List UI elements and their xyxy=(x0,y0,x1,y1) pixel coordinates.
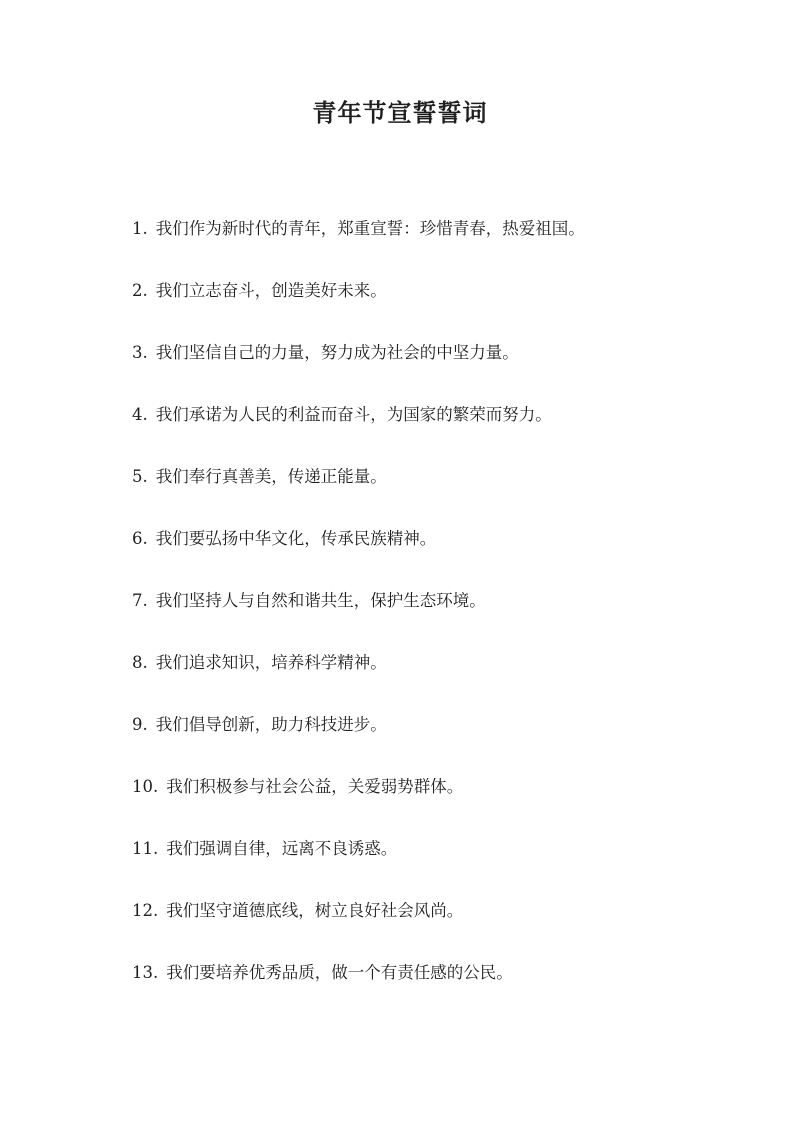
item-number: 3. xyxy=(132,343,148,362)
item-number: 4. xyxy=(132,405,148,424)
item-text: 我们积极参与社会公益，关爱弱势群体。 xyxy=(166,777,464,796)
page-title: 青年节宣誓誓词 xyxy=(312,98,488,127)
list-item xyxy=(132,459,732,521)
oath-list xyxy=(132,211,732,1017)
item-number: 11. xyxy=(132,839,159,858)
list-item xyxy=(132,955,732,1017)
item-text: 我们奉行真善美，传递正能量。 xyxy=(155,467,387,486)
item-number: 6. xyxy=(132,529,148,548)
item-text: 我们立志奋斗，创造美好未来。 xyxy=(155,281,387,300)
item-text: 我们坚信自己的力量，努力成为社会的中坚力量。 xyxy=(155,343,519,362)
list-item xyxy=(132,273,732,335)
item-text: 我们要培养优秀品质，做一个有责任感的公民。 xyxy=(166,963,513,982)
item-number: 8. xyxy=(132,653,148,672)
item-text: 我们作为新时代的青年，郑重宣誓：珍惜青春，热爱祖国。 xyxy=(155,219,585,238)
item-text: 我们承诺为人民的利益而奋斗，为国家的繁荣而努力。 xyxy=(155,405,552,424)
item-number: 9. xyxy=(132,715,148,734)
list-item xyxy=(132,645,732,707)
list-item xyxy=(132,211,732,273)
item-number: 12. xyxy=(132,901,159,920)
item-number: 2. xyxy=(132,281,148,300)
list-item xyxy=(132,397,732,459)
list-item xyxy=(132,707,732,769)
list-item xyxy=(132,769,732,831)
list-item xyxy=(132,831,732,893)
item-text: 我们追求知识，培养科学精神。 xyxy=(155,653,387,672)
list-item xyxy=(132,893,732,955)
item-text: 我们坚持人与自然和谐共生，保护生态环境。 xyxy=(155,591,486,610)
item-number: 7. xyxy=(132,591,148,610)
item-text: 我们要弘扬中华文化，传承民族精神。 xyxy=(155,529,437,548)
item-text: 我们倡导创新，助力科技进步。 xyxy=(155,715,387,734)
list-item xyxy=(132,583,732,645)
item-number: 1. xyxy=(132,219,148,238)
item-number: 10. xyxy=(132,777,159,796)
item-text: 我们坚守道德底线，树立良好社会风尚。 xyxy=(166,901,464,920)
item-text: 我们强调自律，远离不良诱惑。 xyxy=(166,839,398,858)
item-number: 13. xyxy=(132,963,159,982)
list-item xyxy=(132,521,732,583)
item-number: 5. xyxy=(132,467,148,486)
list-item xyxy=(132,335,732,397)
